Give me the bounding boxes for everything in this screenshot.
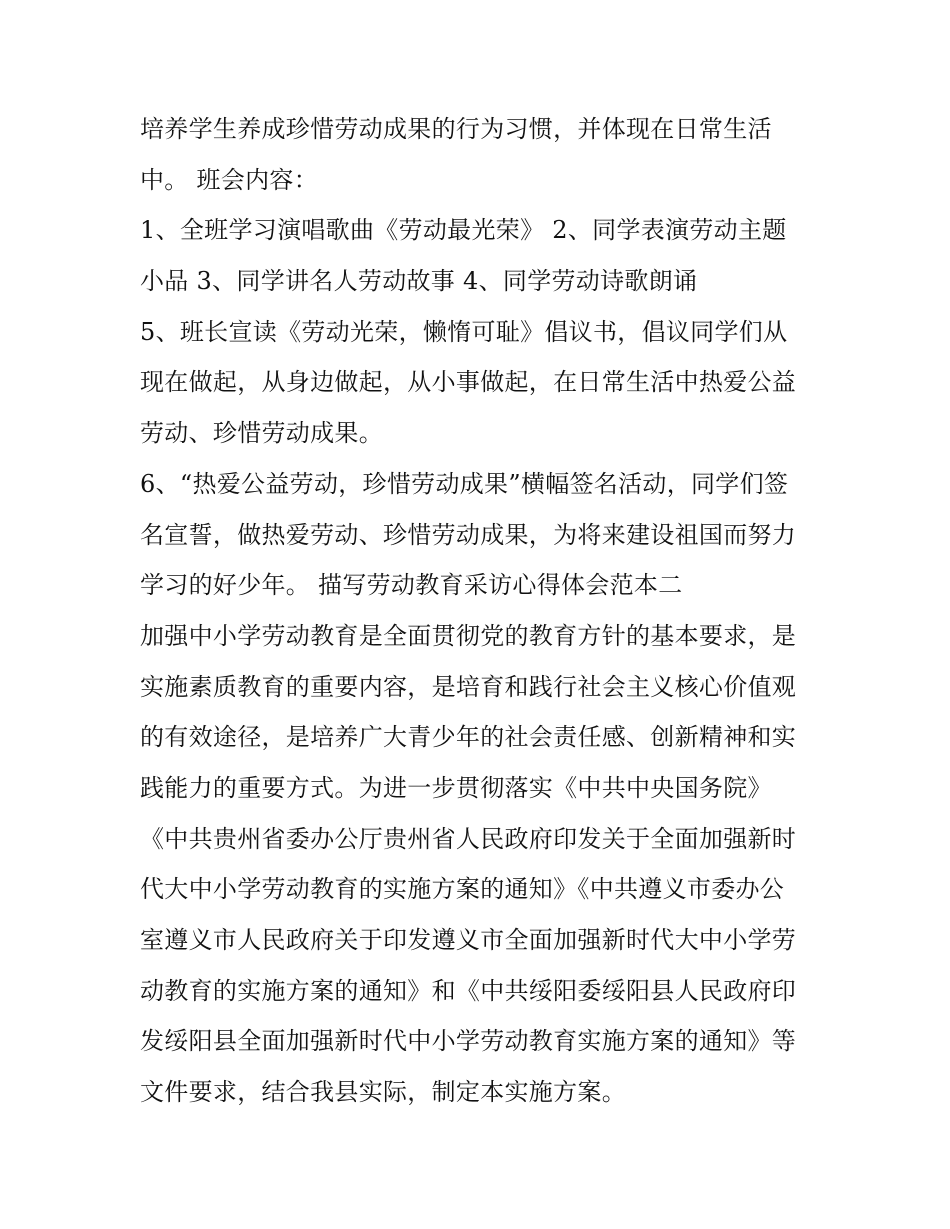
text-line-8: 6、“热爱公益劳动，珍惜劳动成果”横幅签名活动，同学们签 — [140, 469, 789, 498]
text-line-4: 小品 3、同学讲名人劳动故事 4、同学劳动诗歌朗诵 — [140, 267, 698, 296]
text-line-13: 的有效途径，是培养广大青少年的社会责任感、创新精神和实 — [140, 723, 797, 752]
text-line-5: 5、班长宣读《劳动光荣，懒惰可耻》倡议书，倡议同学们从 — [140, 317, 788, 346]
text-line-19: 发绥阳县全面加强新时代中小学劳动教育实施方案的通知》等 — [140, 1027, 797, 1056]
text-line-17: 室遵义市人民政府关于印发遵义市全面加强新时代大中小学劳 — [140, 926, 797, 954]
text-line-12: 实施素质教育的重要内容，是培育和践行社会主义核心价值观 — [140, 672, 797, 701]
text-line-6: 现在做起，从身边做起，从小事做起，在日常生活中热爱公益 — [140, 368, 797, 397]
text-line-11: 加强中小学劳动教育是全面贯彻党的教育方针的基本要求，是 — [140, 621, 797, 650]
text-line-15: 《中共贵州省委办公厅贵州省人民政府印发关于全面加强新时 — [140, 824, 797, 853]
text-line-10: 学习的好少年。 描写劳动教育采访心得体会范本二 — [140, 571, 683, 600]
text-line-16: 代大中小学劳动教育的实施方案的通知》《中共遵义市委办公 — [140, 875, 785, 904]
text-line-2: 中。 班会内容： — [140, 165, 319, 194]
text-line-3: 1、全班学习演唱歌曲《劳动最光荣》 2、同学表演劳动主题 — [140, 216, 787, 245]
body-text — [140, 104, 830, 1118]
text-line-20: 文件要求，结合我县实际，制定本实施方案。 — [140, 1078, 626, 1107]
text-line-9: 名宣誓，做热爱劳动、珍惜劳动成果，为将来建设祖国而努力 — [140, 520, 797, 549]
text-line-1: 培养学生养成珍惜劳动成果的行为习惯，并体现在日常生活 — [140, 115, 772, 143]
text-line-18: 动教育的实施方案的通知》和《中共绥阳委绥阳县人民政府印 — [140, 976, 797, 1005]
text-line-14: 践能力的重要方式。为进一步贯彻落实《中共中央国务院》 — [140, 773, 772, 802]
text-line-7: 劳动、珍惜劳动成果。 — [140, 419, 383, 448]
